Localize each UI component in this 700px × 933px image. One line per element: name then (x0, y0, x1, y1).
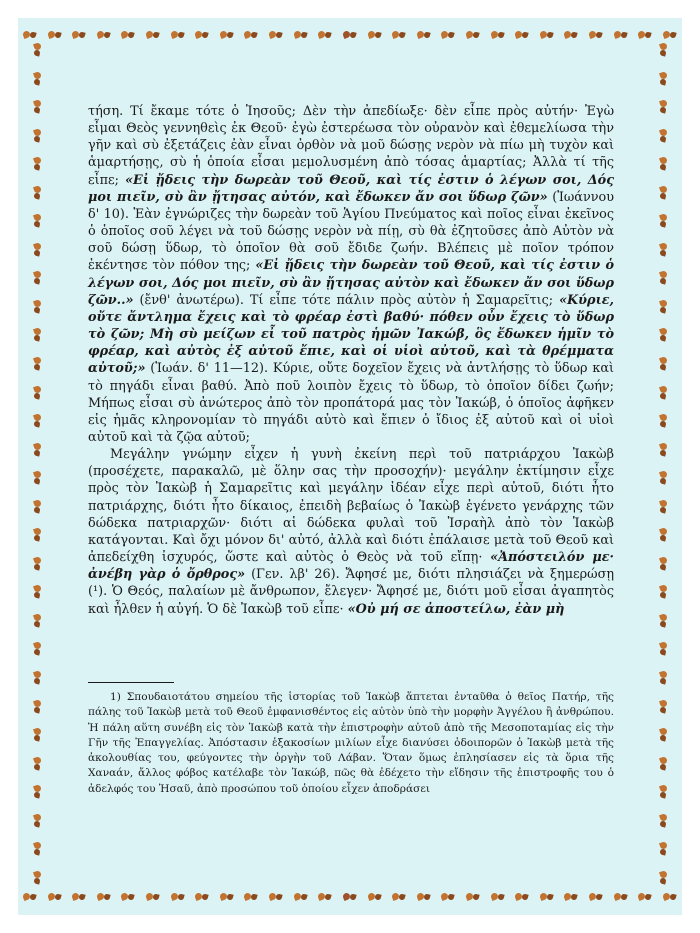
ornament-icon (416, 29, 432, 41)
ornament-icon (31, 156, 43, 172)
ornament-icon (120, 29, 136, 41)
ornament-icon (96, 29, 112, 41)
ornament-icon (22, 29, 38, 41)
ornament-icon (31, 527, 43, 543)
ornament-icon (31, 699, 43, 715)
ornament-icon (96, 891, 112, 903)
footnote-text: 1) Σπουδαιοτάτου σημείου τῆς ἱστορίας τοῦ Ἰακὼβ ἅπτεται ἐνταῦθα ὁ θεῖος Πατήρ, τῆς πάλης τοῦ Ἰακὼβ μετὰ τοῦ Θεοῦ ἐμφανισθέντος εἰς αὐτὸν ὑπὸ τὴν μορφὴν Ἀγγέλου ἢ ἀνθρώπου. Ἡ πάλη αὕτη συνέβη εἰς τὸν Ἰακὼβ κατὰ τὴν ἐπιστροφὴν αὐτοῦ ἀπὸ τῆς Μεσοποταμίας εἰς τὴν Γῆν τῆς Ἐπαγγελίας. Ἀπόστασιν ἑξακοσίων μιλίων εἶχε διανύσει ὁδοιπορῶν ὁ Ἰακὼβ μετὰ τῆς ἀκολουθίας του, φεύγοντες τὴν ὀργὴν τοῦ Λάβαν. Ὅταν ὅμως ἐπλησίασεν εἰς τὰ ὅρια τῆς Χαναάν, ἄλλος φόβος κατέλαβε τὸν Ἰακώβ, πῶς θὰ ἐδέχετο τὴν εἴδησιν τῆς ἐπιστροφῆς του ὁ ἀδελφός του Ἠσαῦ, ἀπὸ προσώπου τοῦ ὁποίου εἶχεν ἀποδράσει (88, 691, 614, 795)
ornament-icon (391, 29, 407, 41)
ornament-icon (657, 756, 669, 772)
ornament-icon (657, 299, 669, 315)
ornament-icon (31, 185, 43, 201)
ornament-icon (170, 29, 186, 41)
ornament-icon (317, 29, 333, 41)
ornament-icon (219, 891, 235, 903)
ornament-icon (657, 71, 669, 87)
text-run: (ἔνθ' ἀνωτέρω). Τί εἶπε τότε πάλιν πρὸς αὐτὸν ἡ Σαμαρεῖτις; (133, 292, 560, 308)
ornament-icon (31, 128, 43, 144)
text-run: (Ἰωάν. δ' 11—12). Κύριε, οὔτε δοχεῖον ἔχεις νὰ ἀντλήσῃς τὸ ὕδωρ καὶ τὸ πηγάδι εἶναι βαθύ. Ἀπὸ ποῦ λοιπὸν ἔχεις τὸ ὕδωρ, τὸ ὁποῖον δίδει ζωήν; Μήπως εἶσαι σὺ ἀνώτερος ἀπὸ τὸν προπάτορά μας τὸν Ἰακώβ, ὁ ὁποῖος ἀφῆκεν εἰς ἡμᾶς κληρονομίαν τὸ πηγάδι αὐτὸ καὶ ἔπιεν ὁ ἴδιος ἐξ αὐτοῦ καὶ οἱ υἱοὶ αὐτοῦ καὶ τὰ ζῷα αὐτοῦ; (88, 361, 614, 445)
ornament-icon (637, 891, 653, 903)
ornament-icon (657, 699, 669, 715)
ornament-icon (657, 128, 669, 144)
ornament-icon (31, 584, 43, 600)
ornament-icon (31, 670, 43, 686)
ornament-icon (31, 727, 43, 743)
ornament-icon (657, 641, 669, 657)
ornament-icon (47, 891, 63, 903)
ornament-icon (391, 891, 407, 903)
ornament-icon (440, 891, 456, 903)
ornament-icon (662, 891, 678, 903)
ornamental-border-bottom (18, 884, 682, 910)
ornament-icon (657, 156, 669, 172)
ornament-icon (22, 891, 38, 903)
ornament-icon (31, 213, 43, 229)
ornament-icon (514, 891, 530, 903)
ornament-icon (657, 385, 669, 401)
ornament-icon (465, 891, 481, 903)
ornament-icon (657, 213, 669, 229)
text-run: (Ἰωάννου δ' 10). Ἐὰν ἐγνώριζες τὴν δωρεὰν τοῦ Ἁγίου Πνεύματος καὶ ποῖος εἶναι ἐκεῖνος ὁ ὁποῖος σοῦ λέγει νὰ τοῦ δώσῃς νερὸν νὰ πίῃ, σὺ θὰ ἐζητοῦσες ἀπὸ Αὐτὸν νὰ σοῦ δώσῃ ὕδωρ, τὸ ὁποῖον θὰ σοῦ ἔδιδε ζωήν. Βλέπεις μὲ ποῖον τρόπον ἐκέντησε τὸν πόθον της; (88, 189, 614, 274)
ornament-icon (268, 29, 284, 41)
ornament-icon (657, 613, 669, 629)
ornament-icon (657, 527, 669, 543)
ornament-icon (657, 327, 669, 343)
ornament-icon (539, 29, 555, 41)
ornament-icon (367, 29, 383, 41)
ornament-icon (31, 242, 43, 258)
ornamental-border-top (18, 22, 682, 48)
paragraph (88, 446, 614, 618)
ornament-icon (31, 470, 43, 486)
scripture-quote: «Κύριε, οὔτε ἄντλημα ἔχεις καὶ τὸ φρέαρ ἐστὶ βαθύ· πόθεν οὖν ἔχεις τὸ ὕδωρ τὸ ζῶν; Μὴ σὺ μείζων εἶ τοῦ πατρὸς ἡμῶν Ἰακώβ, ὃς ἔδωκεν ἡμῖν τὸ φρέαρ, καὶ αὐτὸς ἐξ αὐτοῦ ἔπιε, καὶ οἱ υἱοὶ αὐτοῦ, καὶ τὰ θρέμματα αὐτοῦ;» (88, 292, 614, 377)
ornament-icon (588, 29, 604, 41)
ornament-icon (31, 613, 43, 629)
ornament-icon (416, 891, 432, 903)
scripture-quote: «Οὐ μή σε ἀποστείλω, ἐὰν μὴ (347, 601, 565, 617)
ornament-icon (145, 29, 161, 41)
scripture-quote: «Ἀπόστειλόν με· ἀνέβη γὰρ ὁ ὄρθρος» (88, 550, 614, 583)
ornament-icon (71, 891, 87, 903)
ornament-icon (31, 756, 43, 772)
ornament-icon (31, 442, 43, 458)
ornament-icon (31, 841, 43, 857)
ornament-icon (293, 29, 309, 41)
text-run: τήση. Τί ἔκαμε τότε ὁ Ἰησοῦς; Δὲν τὴν ἀπεδίωξε· δὲν εἶπε πρὸς αὐτήν· Ἐγὼ εἶμαι Θεὸς γεννηθεὶς ἐκ Θεοῦ· ἐγὼ ἐστερέωσα τὸν οὐρανὸν καὶ ἐθεμελίωσα τὴν γῆν καὶ σὺ ἐξετάζεις ἐὰν εἶναι ὀρθὸν νὰ μοῦ δώσῃς νερὸν νὰ πίω μὴ τυχὸν καὶ ἁμαρτήσῃς, σὺ ἡ ὁποία εἶσαι μεμολυσμένη ἀπὸ τόσας ἁμαρτίας; Ἀλλὰ τί τῆς εἶπε; (88, 104, 614, 188)
text-run: Μεγάλην γνώμην εἶχεν ἡ γυνὴ ἐκείνη περὶ τοῦ πατριάρχου Ἰακὼβ (προσέχετε, παρακαλῶ, μὲ ὅλην σας τὴν προσοχήν)· μεγάλην ἐκτίμησιν εἶχε πρὸς τὸν Ἰακὼβ ἡ Σαμαρεῖτις καὶ μεγάλην ἰδέαν εἶχε περὶ αὐτοῦ, διότι ἦτο πατριάρχης, διότι ἦτο δίκαιος, ἐπειδὴ βεβαίως ὁ Ἰακὼβ ἐγένετο γενάρχης τῶν δώδεκα πατριαρχῶν· διότι αἱ δώδεκα φυλαὶ τοῦ Ἰσραὴλ ἀπὸ τὸν Ἰακὼβ κατάγονται. Καὶ ὄχι μόνον δι' αὐτό, ἀλλὰ καὶ διότι ἐπάλαισε μετὰ τοῦ Θεοῦ καὶ ἀπεδείχθη ἰσχυρός, ὥστε καὶ αὐτὸς ὁ Θεὸς νὰ τοῦ εἴπῃ· (88, 447, 614, 566)
ornament-icon (219, 29, 235, 41)
ornament-icon (268, 891, 284, 903)
ornament-icon (31, 327, 43, 343)
ornament-icon (31, 556, 43, 572)
ornament-icon (613, 29, 629, 41)
ornament-icon (657, 784, 669, 800)
ornament-icon (657, 413, 669, 429)
text-run: (Γεν. λβ' 26). Ἄφησέ με, διότι πλησιάζει νὰ ξημερώσῃ (¹). Ὁ Θεός, παλαίων μὲ ἄνθρωπον, ἔλεγεν· Ἄφησέ με, διότι μοῦ εἶσαι ἀγαπητὸς καὶ ἦλθεν ἡ αὐγή. Ὁ δὲ Ἰακὼβ τοῦ εἶπε· (88, 567, 614, 617)
ornament-icon (657, 813, 669, 829)
ornament-icon (47, 29, 63, 41)
ornament-icon (563, 891, 579, 903)
ornament-icon (194, 891, 210, 903)
ornament-icon (31, 99, 43, 115)
ornament-icon (31, 270, 43, 286)
ornament-icon (657, 841, 669, 857)
ornament-icon (657, 584, 669, 600)
ornament-icon (31, 71, 43, 87)
ornament-icon (657, 442, 669, 458)
ornament-icon (657, 727, 669, 743)
ornament-icon (120, 891, 136, 903)
ornament-icon (514, 29, 530, 41)
ornament-icon (657, 99, 669, 115)
ornament-icon (465, 29, 481, 41)
ornament-icon (170, 891, 186, 903)
ornament-icon (657, 42, 669, 58)
ornament-icon (317, 891, 333, 903)
ornament-icon (71, 29, 87, 41)
ornament-center-icon (342, 891, 358, 903)
ornament-icon (662, 29, 678, 41)
ornament-icon (243, 891, 259, 903)
ornament-icon (657, 242, 669, 258)
ornament-icon (657, 556, 669, 572)
scripture-quote: «Εἰ ᾔδεις τὴν δωρεὰν τοῦ Θεοῦ, καὶ τίς ἐστιν ὁ λέγων σοι, Δός μοι πιεῖν, σὺ ἂν ᾔτησας αὐτόν, καὶ ἔδωκεν ἄν σοι ὕδωρ ζῶν» (88, 172, 615, 205)
footnote-divider (88, 682, 174, 683)
ornament-icon (31, 813, 43, 829)
ornament-icon (31, 42, 43, 58)
ornament-icon (194, 29, 210, 41)
ornament-icon (657, 356, 669, 372)
body-text (88, 103, 614, 618)
ornament-icon (490, 29, 506, 41)
ornament-icon (440, 29, 456, 41)
ornamental-border-right (652, 44, 674, 884)
ornament-icon (657, 470, 669, 486)
ornament-icon (31, 385, 43, 401)
ornament-icon (31, 784, 43, 800)
ornament-icon (637, 29, 653, 41)
ornament-icon (367, 891, 383, 903)
ornament-icon (563, 29, 579, 41)
ornament-icon (588, 891, 604, 903)
ornament-icon (31, 299, 43, 315)
ornament-icon (657, 270, 669, 286)
scripture-quote: «Εἰ ᾔδεις τὴν δωρεὰν τοῦ Θεοῦ, καὶ τίς ἐστιν ὁ λέγων σοι, Δός μοι πιεῖν, σὺ ἂν ᾔτησας αὐτὸν καὶ ἔδωκεν ἄν σοι ὕδωρ ζῶν..» (88, 258, 615, 308)
ornament-icon (657, 185, 669, 201)
ornament-icon (31, 413, 43, 429)
ornament-icon (657, 670, 669, 686)
ornament-icon (31, 499, 43, 515)
ornament-icon (31, 870, 43, 886)
ornament-icon (31, 356, 43, 372)
ornament-icon (490, 891, 506, 903)
ornament-icon (657, 499, 669, 515)
footnote (88, 690, 614, 797)
ornamental-border-left (26, 44, 48, 884)
ornament-icon (243, 29, 259, 41)
ornament-icon (31, 641, 43, 657)
ornament-icon (539, 891, 555, 903)
ornament-icon (657, 870, 669, 886)
ornament-icon (613, 891, 629, 903)
ornament-center-icon (342, 29, 358, 41)
ornament-icon (145, 891, 161, 903)
ornament-icon (293, 891, 309, 903)
paragraph (88, 103, 614, 446)
